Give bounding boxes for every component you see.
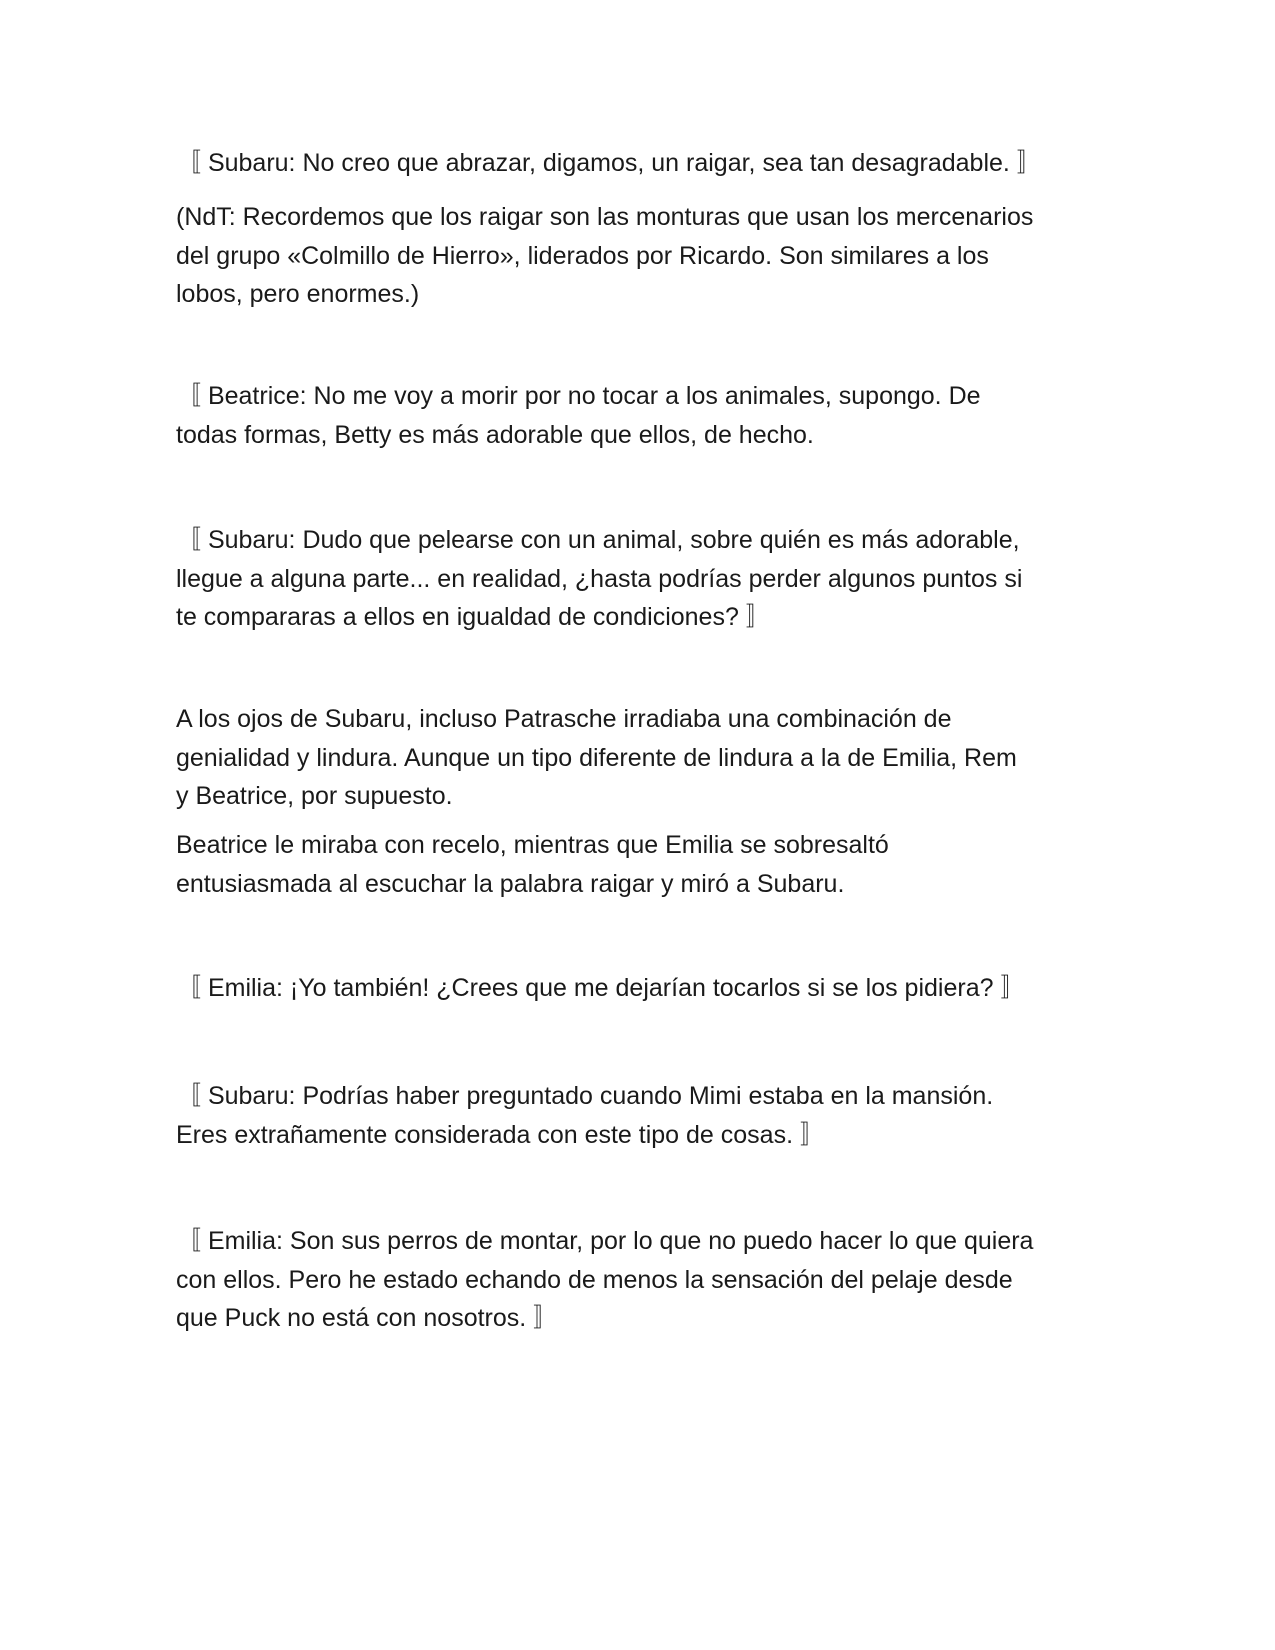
paragraph-emilia-also: 〚 Emilia: ¡Yo también! ¿Crees que me dejarían tocarlos si se los pidiera? 〛 <box>176 974 1026 1002</box>
paragraph-beatrice-animals: 〚 Beatrice: No me voy a morir por no tocar a los animales, supongo. De todas formas, Betty es más adorable que ellos, de hecho. <box>176 382 981 449</box>
paragraph-narration-patrasche: A los ojos de Subaru, incluso Patrasche irradiaba una combinación de genialidad y lindura. Aunque un tipo diferente de lindura a la de Emilia, Rem y Beatrice, por supuesto. <box>176 705 1017 810</box>
paragraph-translator-note: (NdT: Recordemos que los raigar son las monturas que usan los mercenarios del grupo «Colmillo de Hierro», liderados por Ricardo. Son similares a los lobos, pero enormes.) <box>176 203 1034 308</box>
paragraph-narration-beatrice: Beatrice le miraba con recelo, mientras que Emilia se sobresaltó entusiasmada al escuchar la palabra raigar y miró a Subaru. <box>176 831 889 898</box>
paragraph-subaru-adorable: 〚 Subaru: Dudo que pelearse con un animal, sobre quién es más adorable, llegue a alguna parte... en realidad, ¿hasta podrías perder algunos puntos si te compararas a ellos en igualdad de condiciones? 〛 <box>176 526 1023 631</box>
paragraph-subaru-raigar: 〚 Subaru: No creo que abrazar, digamos, un raigar, sea tan desagradable. 〛 <box>176 149 1042 177</box>
paragraph-emilia-puck: 〚 Emilia: Son sus perros de montar, por lo que no puedo hacer lo que quiera con ellos. Pero he estado echando de menos la sensación del pelaje desde que Puck no está con nosotros. 〛 <box>176 1227 1034 1332</box>
paragraph-subaru-mimi: 〚 Subaru: Podrías haber preguntado cuando Mimi estaba en la mansión. Eres extrañamente considerada con este tipo de cosas. 〛 <box>176 1082 994 1149</box>
